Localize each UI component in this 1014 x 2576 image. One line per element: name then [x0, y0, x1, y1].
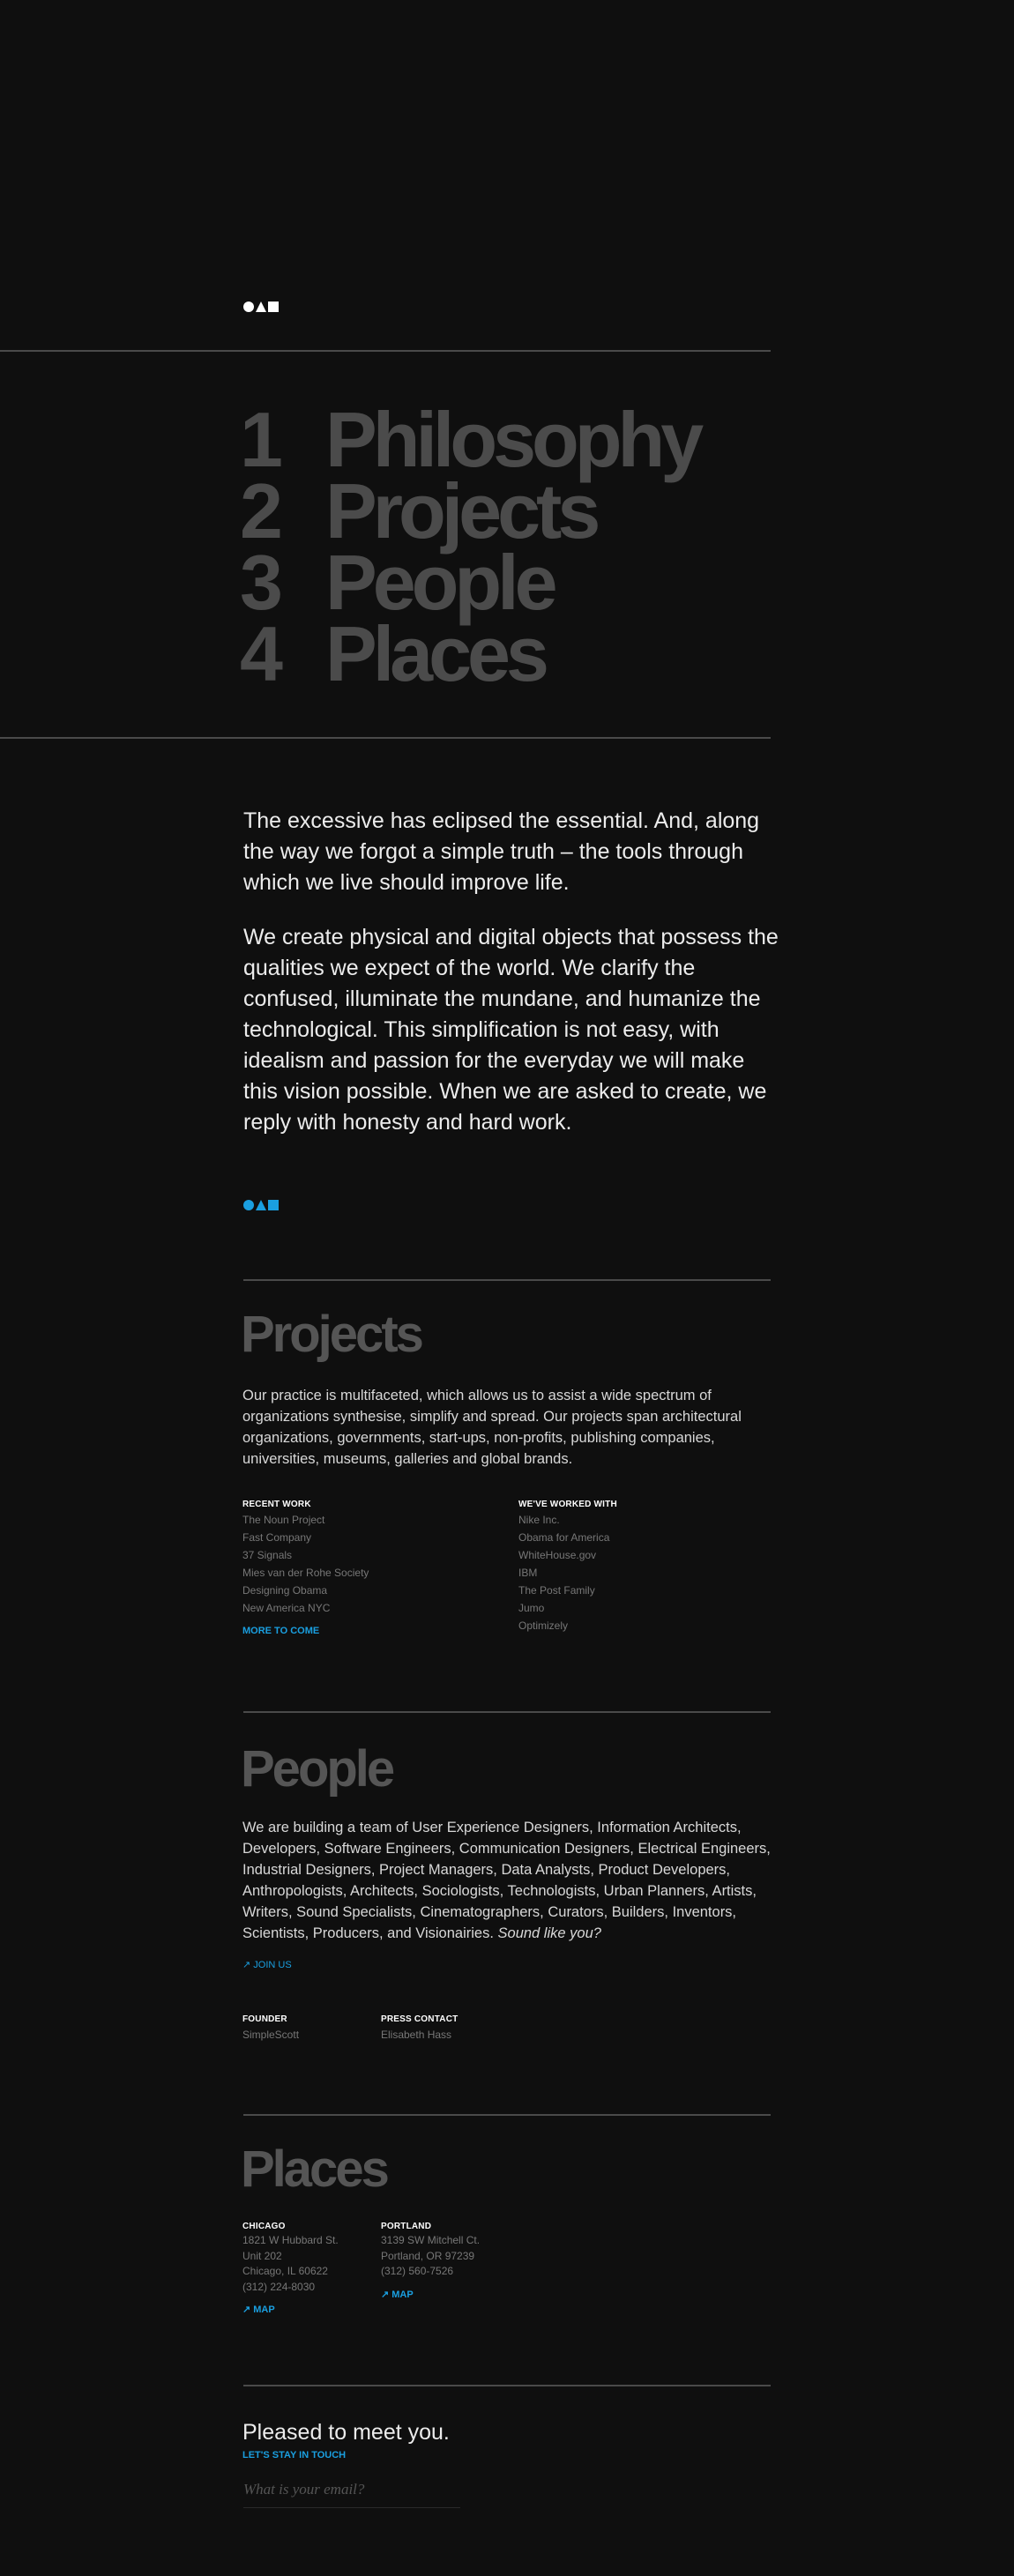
nav-item-projects[interactable] [240, 467, 699, 555]
circle-icon [243, 302, 254, 312]
divider [243, 2114, 771, 2116]
nav-number: 2 [240, 467, 279, 555]
list-heading: RECENT WORK [242, 1500, 311, 1509]
nav-label: Philosophy [325, 396, 700, 483]
logo-mark [243, 1199, 279, 1210]
press-contact-label: PRESS CONTACT [381, 2014, 459, 2024]
divider [243, 1711, 771, 1713]
list-heading: WE'VE WORKED WITH [518, 1500, 617, 1509]
logo[interactable] [243, 301, 279, 312]
list-item: Optimizely [518, 1619, 569, 1632]
list-item[interactable]: New America NYC [242, 1602, 331, 1614]
list-item[interactable]: The Noun Project [242, 1514, 325, 1526]
nav-number: 3 [240, 539, 279, 626]
nav-item-philosophy[interactable] [240, 396, 700, 483]
founder-label: FOUNDER [242, 2014, 287, 2024]
founder-name: SimpleScott [242, 2029, 300, 2041]
phone-number: (312) 224-8030 [242, 2280, 316, 2293]
address-line: 1821 W Hubbard St. [242, 2234, 339, 2246]
press-contact-block [381, 2014, 458, 2044]
divider [243, 1279, 771, 1281]
philosophy-intro: The excessive has eclipsed the essential. And, along the way we forgot a simple truth – the tools through which we live should improve life. [243, 808, 760, 895]
divider [0, 350, 771, 352]
address-line: Unit 202 [242, 2249, 282, 2262]
list-item[interactable]: Designing Obama [242, 1584, 328, 1597]
people-heading: People [241, 1740, 393, 1798]
email-input[interactable] [243, 2481, 460, 2508]
projects-description: Our practice is multifaceted, which allows us to assist a wide spectrum of organizations synthesise, simplify and spread. Our projects span architectural organizations, governments, start-ups, non-profits, publishing companies, universities, museums, galleries and global brands. [242, 1388, 742, 1467]
people-text: We are building a team of User Experience Designers, Information Architects, Developers, Software Engineers, Communication Designers, Electrical Engineers, Industrial Designers, Project Managers, Data Analysts, Product Developers, Anthropologists, Architects, Sociologists, Technologists, Urban Planners, Artists, Writers, Sound Specialists, Cinematographers, Curators, Builders, Inventors, Scientists, Producers, and Visionairies. [242, 1820, 771, 1941]
circle-icon [243, 1200, 254, 1210]
join-us-link[interactable]: ↗ JOIN US [242, 1960, 292, 1970]
portland-address [381, 2221, 480, 2302]
list-item: The Post Family [518, 1584, 595, 1597]
list-item: Jumo [518, 1602, 545, 1614]
projects-heading: Projects [241, 1306, 421, 1363]
stay-in-touch-label: LET'S STAY IN TOUCH [242, 2450, 347, 2461]
founder-block [242, 2014, 299, 2044]
people-description [242, 1817, 780, 1944]
divider [0, 737, 771, 739]
square-icon [268, 1200, 279, 1210]
list-item[interactable]: Fast Company [242, 1531, 312, 1544]
recent-work-list [242, 1499, 369, 1638]
clients-list [518, 1499, 617, 1634]
people-question: Sound like you? [497, 1925, 601, 1941]
list-item[interactable]: Mies van der Rohe Society [242, 1567, 369, 1579]
triangle-icon [256, 302, 266, 312]
list-item: WhiteHouse.gov [518, 1549, 597, 1561]
more-to-come-link[interactable]: MORE TO COME [242, 1626, 320, 1636]
nav-label: People [325, 539, 554, 626]
nav-label: Places [325, 610, 545, 697]
footer-title: Pleased to meet you. [242, 2420, 450, 2445]
press-contact-name[interactable]: Elisabeth Hass [381, 2029, 452, 2041]
nav-label: Projects [325, 467, 597, 555]
chicago-map-link[interactable]: ↗ MAP [242, 2304, 275, 2315]
address-line: Portland, OR 97239 [381, 2249, 475, 2262]
chicago-address [242, 2221, 339, 2317]
triangle-icon [256, 1200, 266, 1210]
list-item[interactable]: 37 Signals [242, 1549, 293, 1561]
portland-map-link[interactable]: ↗ MAP [381, 2289, 414, 2300]
philosophy-body: We create physical and digital objects that possess the qualities we expect of the world. We clarify the confused, illuminate the mundane, and humanize the technological. This simplification is not easy, with idealism and passion for the everyday we will make this vision possible. When we are asked to create, we reply with honesty and hard work. [243, 925, 779, 1135]
address-line: 3139 SW Mitchell Ct. [381, 2234, 481, 2246]
list-item: Obama for America [518, 1531, 610, 1544]
address-line: Chicago, IL 60622 [242, 2265, 328, 2277]
main-nav [240, 396, 700, 697]
divider [243, 2385, 771, 2386]
nav-number: 1 [240, 396, 279, 483]
places-heading: Places [241, 2140, 387, 2198]
phone-number: (312) 560-7526 [381, 2265, 454, 2277]
list-item: IBM [518, 1567, 538, 1579]
nav-item-people[interactable] [240, 539, 699, 626]
square-icon [268, 302, 279, 312]
city-label: CHICAGO [242, 2222, 286, 2231]
nav-item-places[interactable] [240, 610, 699, 697]
list-item: Nike Inc. [518, 1514, 560, 1526]
nav-number: 4 [240, 610, 279, 697]
city-label: PORTLAND [381, 2222, 432, 2231]
